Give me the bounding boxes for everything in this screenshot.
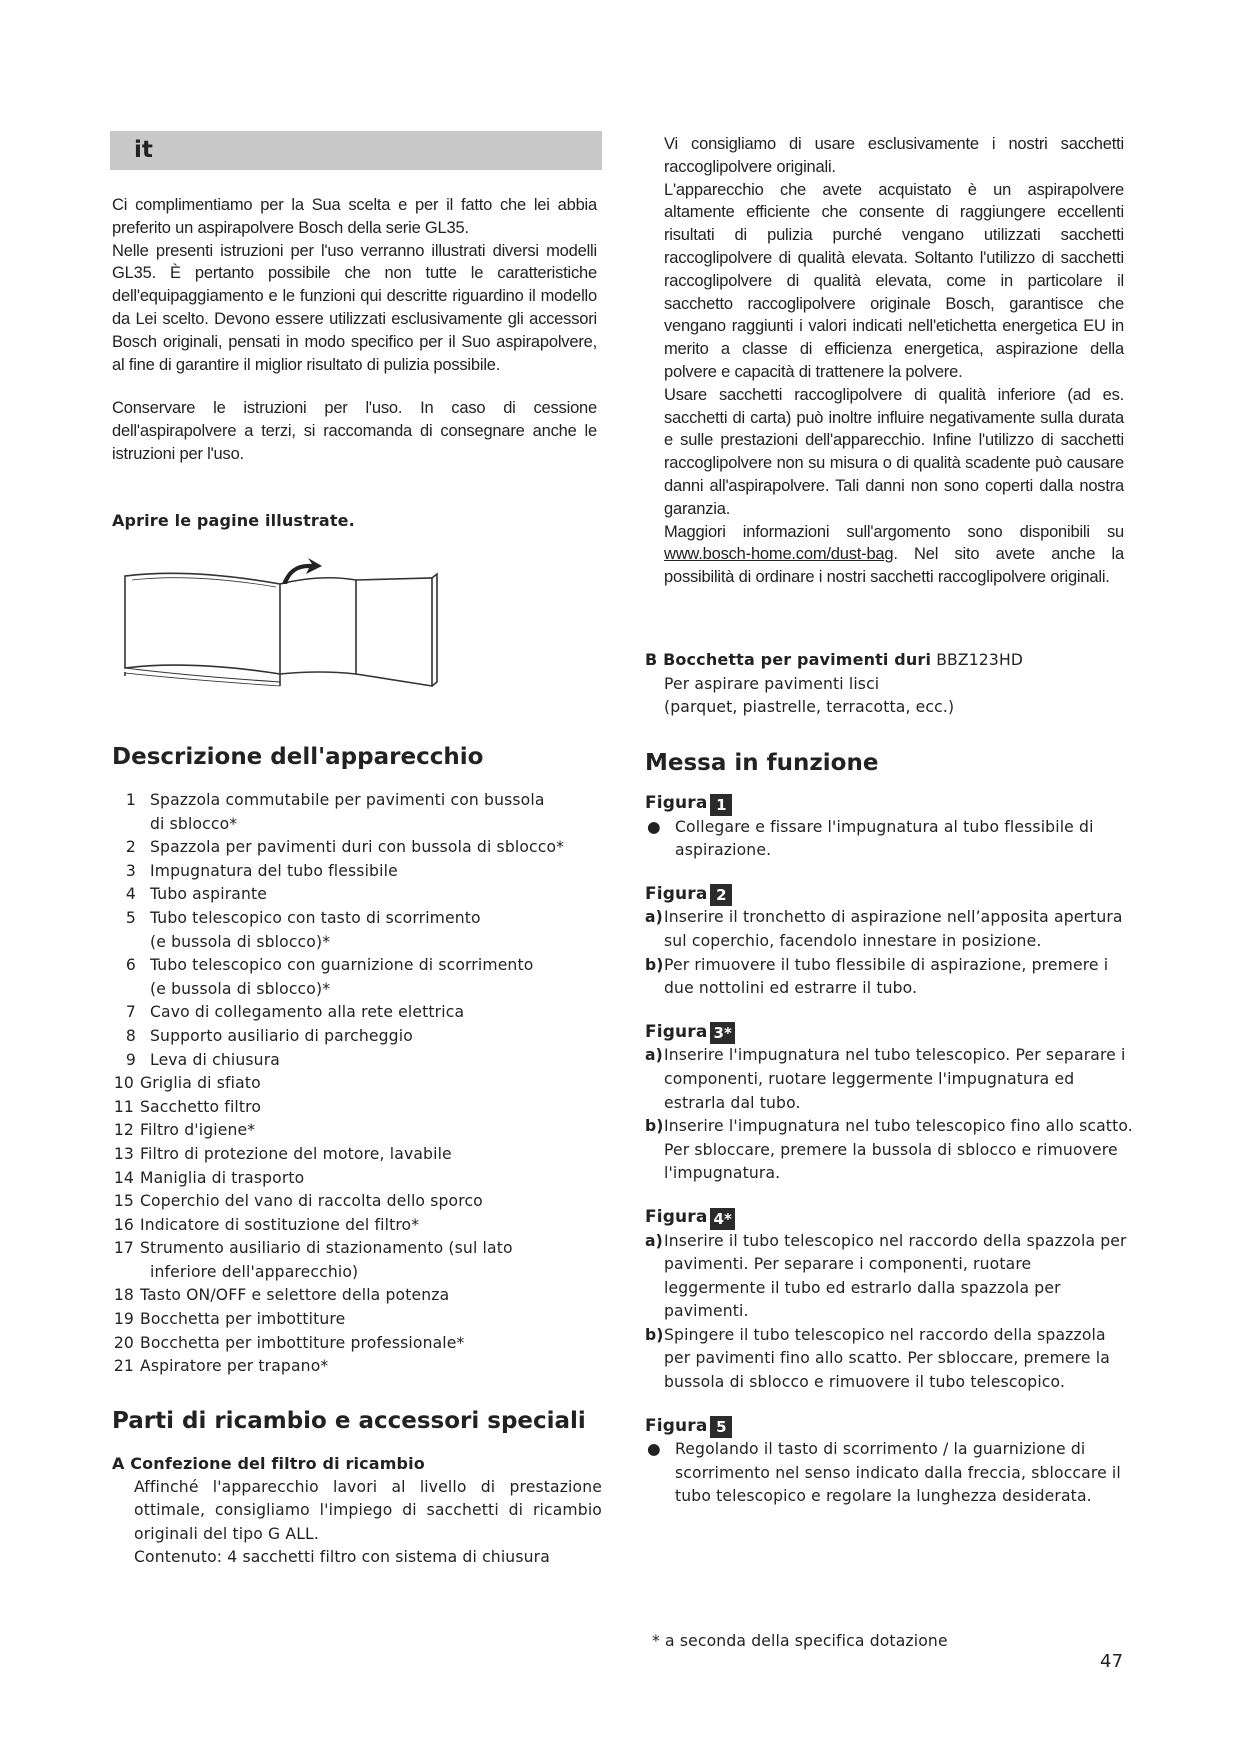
figure-2-step-b xyxy=(645,954,1133,1001)
figure-2-heading xyxy=(645,883,1133,907)
description-item-number: 18 xyxy=(113,1286,134,1305)
open-book-illustration xyxy=(120,556,450,691)
step-label: a) xyxy=(645,908,663,927)
description-item xyxy=(112,1214,597,1238)
description-item xyxy=(112,836,597,860)
language-tag: it xyxy=(110,131,602,170)
intro-block xyxy=(112,194,597,466)
description-item xyxy=(112,1143,597,1167)
spare-parts-heading: Parti di ricambio e accessori speciali xyxy=(112,1408,586,1434)
figure-1-step xyxy=(645,816,1133,863)
description-item-text: Strumento ausiliario di stazionamento (sul lato xyxy=(140,1239,513,1258)
description-item-number: 16 xyxy=(113,1215,134,1234)
description-item-number: 6 xyxy=(125,956,136,975)
description-item-text: Tubo aspirante xyxy=(150,885,268,904)
description-item-text: Spazzola per pavimenti duri con bussola di sblocco* xyxy=(150,838,565,857)
figure-3-b-text: Inserire l'impugnatura nel tubo telescopico fino allo scatto. Per sbloccare, premere la bussola di sblocco e rimuovere l'impugnatura. xyxy=(664,1117,1133,1183)
right-paragraph-2: L'apparecchio che avete acquistato è un aspirapolvere altamente efficiente che consente di raggiungere eccellenti risultati di pulizia purché vengano utilizzati sacchetti raccoglipolvere di qualità elevata. Soltanto l'utilizzo di sacchetti raccoglipolvere di qualità elevata, come in particolare il sacchetto raccoglipolvere originale Bosch, garantisce che vengano raggiunti i valori indicati nell'etichetta energetica EU in merito a classe di efficienza energetica, aspirazione della polvere e capacità di trattenere la polvere. xyxy=(664,180,1124,381)
step-label: b) xyxy=(645,955,664,974)
description-item xyxy=(112,1096,597,1120)
description-item-number: 14 xyxy=(113,1168,134,1187)
description-item xyxy=(112,1167,597,1191)
description-item xyxy=(112,1237,597,1261)
description-item-text: Indicatore di sostituzione del filtro* xyxy=(140,1215,420,1234)
spare-b-line-1: Per aspirare pavimenti lisci xyxy=(664,674,880,693)
figure-4-step-a xyxy=(645,1230,1133,1324)
spare-a-title: A Confezione del filtro di ricambio xyxy=(112,1454,425,1473)
intro-paragraph-2: Nelle presenti istruzioni per l'uso verranno illustrati diversi modelli GL35. È pertanto possibile che non tutte le caratteristiche dell'equipaggiamento e le funzioni qui descritte riguardino il modello da Lei scelto. Devono essere utilizzati esclusivamente gli accessori Bosch originali, pensati in modo specifico per il Suo aspirapolvere, al fine di garantire il miglior risultato di pulizia possibile. xyxy=(112,241,597,374)
right-paragraph-1: Vi consigliamo di usare esclusivamente i nostri sacchetti raccoglipolvere originali. xyxy=(664,135,1124,176)
description-item xyxy=(112,860,597,884)
figure-4-b-text: Spingere il tubo telescopico nel raccordo della spazzola per pavimenti fino allo scatto. Per sbloccare, premere la bussola di sblocco e rimuovere il tubo telescopico. xyxy=(664,1325,1110,1392)
description-item-number: 5 xyxy=(125,908,136,927)
description-item-number: 20 xyxy=(113,1333,134,1352)
intro-paragraph-3: Conservare le istruzioni per l'uso. In caso di cessione dell'aspirapolvere a terzi, si raccomanda di consegnare anche le istruzioni per l'uso. xyxy=(112,399,597,463)
spare-a-block xyxy=(112,1452,602,1570)
description-item-number: 4 xyxy=(125,885,136,904)
figure-5-number: 5 xyxy=(710,1416,732,1438)
spare-b-model: BBZ123HD xyxy=(936,651,1023,669)
step-label: a) xyxy=(645,1231,663,1250)
description-item-text: Spazzola commutabile per pavimenti con bussola xyxy=(150,791,545,809)
step-label: b) xyxy=(645,1325,664,1344)
description-item-number: 10 xyxy=(113,1074,134,1093)
figure-4-step-b xyxy=(645,1324,1133,1395)
spare-b-title: B Bocchetta per pavimenti duri xyxy=(645,650,932,669)
description-item xyxy=(112,1001,597,1025)
description-item-text: Bocchetta per imbottiture xyxy=(140,1310,346,1329)
description-heading: Descrizione dell'apparecchio xyxy=(112,744,484,770)
figure-1-heading xyxy=(645,792,1133,816)
figure-2-step-a xyxy=(645,906,1133,953)
figure-1-text: Collegare e fissare l'impugnatura al tubo flessibile di aspirazione. xyxy=(675,817,1094,860)
description-item-number: 13 xyxy=(113,1144,134,1163)
description-item-text: Filtro d'igiene* xyxy=(140,1121,256,1140)
description-item-text: Cavo di collegamento alla rete elettrica xyxy=(150,1003,465,1022)
description-item-continuation: (e bussola di sblocco)* xyxy=(150,932,331,951)
figure-3-step-b xyxy=(645,1115,1133,1186)
startup-figures xyxy=(645,792,1133,1509)
description-item xyxy=(112,954,597,978)
description-list xyxy=(112,789,597,1379)
figure-4-a-text: Inserire il tubo telescopico nel raccordo della spazzola per pavimenti. Per separare i componenti, ruotare leggermente il tubo ed estrarlo dalla spazzola per pavimenti. xyxy=(664,1231,1127,1321)
description-item-text: Filtro di protezione del motore, lavabile xyxy=(140,1144,452,1163)
description-item xyxy=(112,1025,597,1049)
description-item-number: 11 xyxy=(113,1097,134,1116)
spare-a-content: Contenuto: 4 sacchetti filtro con sistema di chiusura xyxy=(134,1548,550,1567)
description-item-number: 12 xyxy=(113,1121,134,1140)
figure-word: Figura xyxy=(645,1206,708,1227)
footnote: * a seconda della specifica dotazione xyxy=(652,1632,948,1650)
description-item-text: Supporto ausiliario di parcheggio xyxy=(150,1026,413,1045)
description-item xyxy=(112,1355,597,1379)
open-pages-instruction: Aprire le pagine illustrate. xyxy=(112,511,355,530)
description-item xyxy=(112,883,597,907)
description-item-text: Coperchio del vano di raccolta dello sporco xyxy=(140,1192,483,1211)
figure-word: Figura xyxy=(645,1021,708,1042)
figure-2-a-text: Inserire il tronchetto di aspirazione nell’apposita apertura sul coperchio, facendolo innestare in posizione. xyxy=(664,908,1123,950)
figure-word: Figura xyxy=(645,883,708,904)
description-item-text: Bocchetta per imbottiture professionale* xyxy=(140,1333,465,1352)
description-item-number: 7 xyxy=(125,1003,136,1022)
right-intro-block xyxy=(664,133,1124,589)
description-item-continuation: di sblocco* xyxy=(150,814,238,833)
description-item xyxy=(112,1072,597,1096)
figure-5-step xyxy=(645,1438,1133,1509)
figure-5-text: Regolando il tasto di scorrimento / la guarnizione di scorrimento nel senso indicato dalla freccia, sbloccare il tubo telescopico e regolare la lunghezza desiderata. xyxy=(675,1440,1121,1506)
figure-2-number: 2 xyxy=(710,884,732,906)
figure-word: Figura xyxy=(645,793,708,813)
description-item-text: Tubo telescopico con tasto di scorrimento xyxy=(150,908,481,927)
description-item-continuation: inferiore dell'apparecchio) xyxy=(150,1262,359,1281)
description-item-text: Maniglia di trasporto xyxy=(140,1168,305,1187)
figure-3-heading xyxy=(645,1021,1133,1045)
description-item-number: 19 xyxy=(113,1310,134,1329)
page-number: 47 xyxy=(1100,1651,1124,1672)
step-label: b) xyxy=(645,1117,664,1136)
right-paragraph-3: Usare sacchetti raccoglipolvere di qualità inferiore (ad es. sacchetti di carta) può inoltre influire negativamente sulla durata e sulle prestazioni dell'apparecchio. Infine l'utilizzo di sacchetti raccoglipolvere non su misura o di qualità scadente può causare danni all'aspirapolvere. Tali danni non sono coperti dalla nostra garanzia. xyxy=(664,385,1124,518)
description-item-number: 21 xyxy=(113,1357,134,1376)
description-item-text: Tasto ON/OFF e selettore della potenza xyxy=(140,1286,450,1305)
description-item-continuation: (e bussola di sblocco)* xyxy=(150,979,331,998)
description-item-text: Leva di chiusura xyxy=(150,1050,280,1069)
description-item xyxy=(112,1119,597,1143)
figure-1-number: 1 xyxy=(710,794,732,816)
dust-bag-link[interactable]: www.bosch-home.com/dust-bag xyxy=(664,545,894,564)
description-item-number: 3 xyxy=(125,861,136,880)
description-item xyxy=(112,1049,597,1073)
description-item-text: Impugnatura del tubo flessibile xyxy=(150,861,398,880)
description-item-number: 17 xyxy=(113,1239,134,1258)
right-paragraph-4-post: . Nel sito avete anche la possibilità di ordinare i nostri sacchetti raccoglipolvere originali. xyxy=(664,545,1124,587)
description-item-text: Aspiratore per trapano* xyxy=(140,1357,329,1376)
description-item xyxy=(112,1284,597,1308)
right-paragraph-4 xyxy=(664,521,1124,589)
description-item-text: Griglia di sfiato xyxy=(140,1074,261,1093)
figure-3-a-text: Inserire l'impugnatura nel tubo telescopico. Per separare i componenti, ruotare leggermente l'impugnatura ed estrarla dal tubo. xyxy=(664,1046,1126,1112)
description-item-number: 15 xyxy=(113,1192,134,1211)
bullet-icon: ● xyxy=(647,1440,661,1459)
startup-heading: Messa in funzione xyxy=(645,750,879,776)
right-paragraph-4-pre: Maggiori informazioni sull'argomento sono disponibili su xyxy=(664,522,1124,541)
intro-paragraph-1: Ci complimentiamo per la Sua scelta e per il fatto che lei abbia preferito un aspirapolvere Bosch della serie GL35. xyxy=(112,196,597,237)
description-item-number: 2 xyxy=(125,838,136,857)
spare-b-block xyxy=(645,648,1125,720)
step-label: a) xyxy=(645,1046,663,1065)
description-item xyxy=(112,1308,597,1332)
description-item-text: Tubo telescopico con guarnizione di scorrimento xyxy=(150,956,534,975)
description-item xyxy=(112,907,597,931)
figure-3-step-a xyxy=(645,1044,1133,1115)
description-item-number: 1 xyxy=(125,791,136,809)
description-item-number: 9 xyxy=(125,1050,136,1069)
spare-a-text: Affinché l'apparecchio lavori al livello di prestazione ottimale, consigliamo l'impiego di sacchetti di ricambio originali del tipo G ALL. xyxy=(134,1477,602,1543)
description-item-number: 8 xyxy=(125,1026,136,1045)
figure-4-heading xyxy=(645,1206,1133,1230)
figure-word: Figura xyxy=(645,1415,708,1436)
description-item xyxy=(112,1332,597,1356)
figure-5-heading xyxy=(645,1415,1133,1439)
figure-2-b-text: Per rimuovere il tubo flessibile di aspirazione, premere i due nottolini ed estrarre il tubo. xyxy=(664,955,1109,998)
spare-b-line-2: (parquet, piastrelle, terracotta, ecc.) xyxy=(664,698,955,717)
figure-4-number: 4* xyxy=(710,1208,735,1230)
bullet-icon: ● xyxy=(647,817,661,836)
description-item-text: Sacchetto filtro xyxy=(140,1097,262,1116)
description-item xyxy=(112,789,597,813)
description-item xyxy=(112,1190,597,1214)
figure-3-number: 3* xyxy=(710,1022,735,1044)
